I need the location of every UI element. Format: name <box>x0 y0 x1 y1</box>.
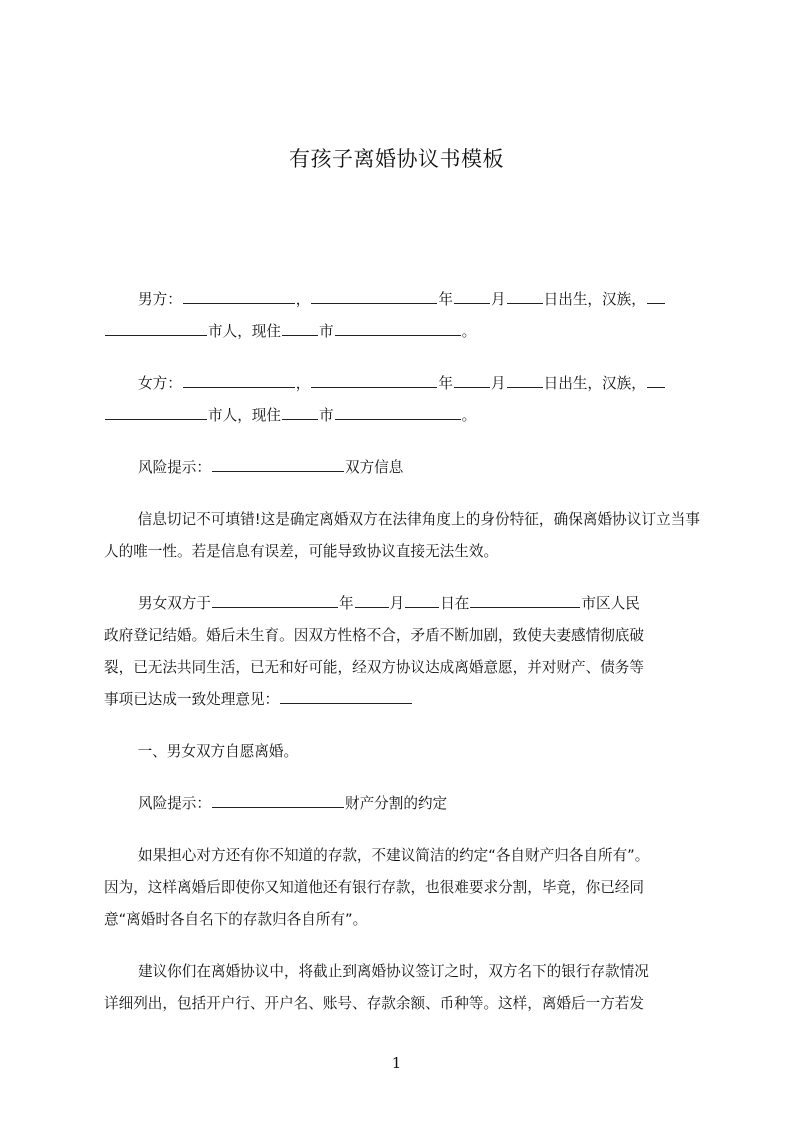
advice-paragraph <box>104 956 700 1020</box>
deposit-paragraph <box>104 840 700 936</box>
risk-tip-2 <box>104 788 700 820</box>
marriage-lead: 男女双方于 <box>138 595 211 612</box>
marriage-year-label: 年 <box>338 595 354 612</box>
female-end: 。 <box>461 407 477 424</box>
risk-tip-2-label: 风险提示： <box>138 795 211 812</box>
marriage-paragraph <box>104 588 700 716</box>
deposit-line-1: 如果担心对方还有你不知道的存款，不建议简洁的约定“各自财产归各自所有”。 <box>138 847 650 864</box>
marriage-line-2: 政府登记结婚。婚后未生育。因双方性格不合，矛盾不断加剧，致使夫妻感情彻底破 <box>104 627 644 644</box>
female-residence-blank[interactable] <box>282 403 318 420</box>
page-number: 1 <box>391 1054 402 1072</box>
risk-tip-2-line <box>104 788 700 820</box>
female-year-label: 年 <box>438 375 454 392</box>
female-party-line-1 <box>104 368 700 400</box>
marriage-day-label: 日在 <box>440 595 470 612</box>
female-month-blank[interactable] <box>507 371 543 388</box>
risk-tip-1-label: 风险提示： <box>138 459 211 476</box>
male-residence-blank[interactable] <box>282 319 318 336</box>
female-origin-blank-a[interactable] <box>647 371 665 388</box>
female-address-blank[interactable] <box>335 403 461 420</box>
female-sep: ， <box>295 375 311 392</box>
risk-tip-1-text: 双方信息 <box>344 459 404 476</box>
marriage-place-blank[interactable] <box>470 591 580 608</box>
female-born-label: 日出生，汉族， <box>543 375 646 392</box>
marriage-line-4-text: 事项已达成一致处理意见： <box>104 691 280 708</box>
male-born-label: 日出生，汉族， <box>543 291 646 308</box>
advice-line-2: 详细列出，包括开户行、开户名、账号、存款余额、币种等。这样，离婚后一方若发 <box>104 995 644 1012</box>
female-party-line-2 <box>104 400 700 432</box>
marriage-line-3: 裂，已无法共同生活，已无和好可能，经双方协议达成离婚意愿，并对财产、债务等 <box>104 659 644 676</box>
male-party-line-2 <box>104 316 700 348</box>
male-label: 男方： <box>138 291 182 308</box>
male-party-paragraph <box>104 284 700 348</box>
risk-tip-2-text: 财产分割的约定 <box>344 795 448 812</box>
advice-line-1: 建议你们在离婚协议中，将截止到离婚协议签订之时，双方名下的银行存款情况 <box>138 963 649 980</box>
risk-tip-1-line <box>104 452 700 484</box>
marriage-line-4 <box>104 684 700 716</box>
male-city-label: 市人，现住 <box>208 323 281 340</box>
marriage-opinion-blank[interactable] <box>280 687 412 704</box>
male-origin-blank-a[interactable] <box>647 287 665 304</box>
female-city2-label: 市 <box>318 407 334 424</box>
male-sep: ， <box>295 291 311 308</box>
marriage-year-blank[interactable] <box>212 591 338 608</box>
male-year-blank[interactable] <box>454 287 490 304</box>
male-month-blank[interactable] <box>507 287 543 304</box>
female-name-blank[interactable] <box>183 371 295 388</box>
male-address-blank[interactable] <box>335 319 461 336</box>
section-1-heading: 一、男女双方自愿离婚。 <box>137 743 299 760</box>
risk-tip-1-blank[interactable] <box>212 455 344 472</box>
female-origin-blank-b[interactable] <box>105 403 207 420</box>
risk-tip-2-blank[interactable] <box>212 791 344 808</box>
male-city2-label: 市 <box>318 323 334 340</box>
female-year-blank[interactable] <box>454 371 490 388</box>
male-party-line-1 <box>104 284 700 316</box>
female-month-label: 月 <box>491 375 506 392</box>
male-year-label: 年 <box>438 291 454 308</box>
deposit-line-3: 意“离婚时各自名下的存款归各自所有”。 <box>104 911 368 928</box>
marriage-day-blank[interactable] <box>405 591 439 608</box>
male-origin-blank-b[interactable] <box>105 319 207 336</box>
female-city-label: 市人，现住 <box>208 407 281 424</box>
marriage-gov-label: 市区人民 <box>581 595 640 612</box>
deposit-line-2: 因为，这样离婚后即使你又知道他还有银行存款，也很难要求分割，毕竟，你已经同 <box>104 879 644 896</box>
male-end: 。 <box>461 323 477 340</box>
male-month-label: 月 <box>491 291 506 308</box>
marriage-month-label: 月 <box>389 595 405 612</box>
risk-tip-1 <box>104 452 700 484</box>
female-party-paragraph <box>104 368 700 432</box>
marriage-line-1 <box>104 588 700 620</box>
female-label: 女方： <box>138 375 182 392</box>
male-id-blank[interactable] <box>311 287 437 304</box>
document-body <box>104 284 700 1040</box>
document-title: 有孩子离婚协议书模板 <box>289 147 504 171</box>
female-id-blank[interactable] <box>311 371 437 388</box>
marriage-month-blank[interactable] <box>355 591 389 608</box>
male-name-blank[interactable] <box>183 287 295 304</box>
info-paragraph: 信息切记不可填错!这是确定离婚双方在法律角度上的身份特征，确保离婚协议订立当事人的唯一性。若是信息有误差，可能导致协议直接无法生效。 <box>104 511 700 560</box>
